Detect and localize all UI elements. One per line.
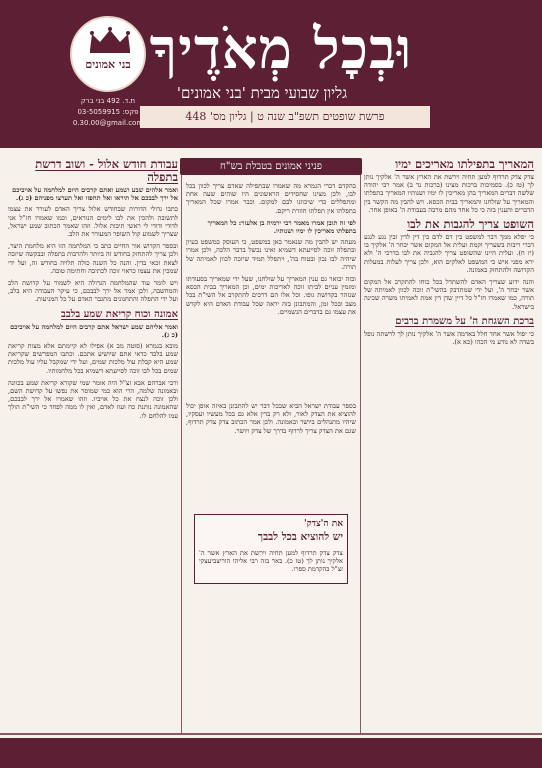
article-text: ובספר הקדוש אור החיים כתב כי המלחמה הזו היא מלחמת היצר, ולכן צריך להתחזק בחודש זה ביותר ולהרבות בתפלה ובבקשה שיזכה לצאת זכאי בדין. והנה כל השנה כולה תלויה בחודש זה, ועל ידי שמכין את עצמו כראוי זוכה לכתיבה וחתימה טובה. bbox=[8, 242, 178, 275]
contact-line: 0.30.00@gmail.com bbox=[72, 119, 144, 127]
article-quote: ואמר אליהם שמע ישראל אתם קרבים היום למלחמה על אויביכם (כ ג). bbox=[10, 322, 178, 339]
logo-text: בני אמונים bbox=[85, 58, 131, 71]
article-quote: לפי זה תובן אמרו מאמר רבי ירמיה בן אלעזר: כל המאריך בתפלתו מאריכין לו ימיו ושנותיו. bbox=[207, 218, 356, 236]
article-title: אמונה וכוח קריאת שמע בלבב bbox=[61, 308, 178, 320]
box-title: יש להוציא בכל לבבך bbox=[257, 531, 343, 543]
organization-logo bbox=[70, 16, 146, 92]
section-banner: פניני אמונים בטבלת בש"ח bbox=[180, 158, 362, 175]
article-title: עבודת חודש אלול - ושוב דרשת בתפלה bbox=[35, 158, 178, 184]
article-text: בספר עבודת ישראל הביא שבכל דבר יש להתבונן באיזה אופן יכול להוציא את הצדק לאור, ולא רק בדין אלא גם בכל מעשיו ועסקיו, שיהיו מתנהלים ביושר ובאמונה. ולכן אמר הכתוב צדק צדק תרדוף, שגם את הצדק צריך לרדוף בדרך של צדק ויושר. bbox=[186, 402, 356, 435]
article-text: כי יפלא ממך דבר למשפט בין דם לדם בין דין לדין ובין נגע לנגע דברי ריבות בשעריך וקמת ועלית אל המקום אשר יבחר ה' אלקיך בו (יז ח). ועלית היינו שהשופט צריך להגביה את לבו בדרכי ה' ולא ירא מפני איש כי המשפט לאלקים הוא, ולכן צריך לעלות במעלות הקדושה ולהתחזק באמונה. bbox=[364, 233, 534, 274]
right-column bbox=[364, 158, 534, 733]
contact-info bbox=[66, 96, 150, 129]
newsletter-title: וּבְכׇל מְאֹדֶיךָ bbox=[149, 16, 413, 82]
contact-line: 03-5059915 :פקס bbox=[77, 108, 139, 116]
article-text: כי יפול אשר אחד חלל באדמה אשר ה' אלקיך נותן לך לרשתה נופל בשדה לא נודע מי הכהו (כא א). bbox=[364, 329, 534, 347]
box-text: צדק צדק תרדוף למען תחיה וירשת את הארץ אשר ה' אלקיך נותן לך (טז כ). באר בזה רבי אליהו הוריצביעצקי זצ"ל בהקדמת ספרו. bbox=[199, 549, 343, 574]
box-spacer bbox=[186, 320, 356, 402]
column-divider bbox=[181, 158, 182, 733]
issue-info: פרשת שופטים תשפ"ב שנה ט | גליון מס' 448 bbox=[140, 106, 430, 128]
article-text: ורבי אברהם אבא זצ"ל היה אומר שמי שקורא קריאת שמע בכוונה ובאמונה שלמה, הרי הוא כמי שמוסר את נפשו על קדושת השם, ולכן זוכה לנצח את כל אויביו. וזהו שאמרו אל ירך לבבכם, שהאמונה נותנת כח ועוז לאדם, ואין לו ממה לפחד כי השי"ת הולך עמו להלחם לו. bbox=[8, 378, 178, 420]
crown-icon bbox=[86, 26, 134, 54]
footer-band bbox=[0, 738, 542, 768]
contact-line: ת.ד. 492 בני ברק bbox=[80, 97, 136, 105]
article-text: ובזה יבואר גם ענין המאריך על שולחנו, שעל ידי שמאריך בסעודתו ומזמין עניים לביתו זוכה לאריכות ימים, וכן המאריך בבית הכסא שנזהר בקדושת גופו. וכל אלו הם דרכים להתקרב אל השי"ת בכל מצב ובכל זמן, והמתבונן בזה יראה שכל עבודת האדם היא לקדש את עצמו גם בדברים הגשמיים. bbox=[186, 275, 356, 316]
box-title-small: את ה'צדק' bbox=[304, 519, 343, 529]
article-text: כתבו גדולי הדורות שבחודש אלול צריך האדם לעורר את עצמו לתשובה ולהכין את לבו לימים הנוראים, וכמו שאמרו חז"ל אני לדודי ודודי לי ראשי תיבות אלול. וזהו שאמר הכתוב שמע ישראל, שצריך לשמוע קול השופר המעורר את הלב. bbox=[8, 205, 178, 239]
article-title: השופט צריך להגבות את לבו bbox=[407, 217, 534, 232]
column-divider bbox=[360, 158, 361, 733]
article-text: בהקדם דברי הגמרא מה שאמרו שבתפילה שאדם צריך לכוון בכל לבו, ולכן מצינו שחסידים הראשונים היו שוהים שעה אחת ומתפללים כדי שיכוונו לבם למקום. וכבר אמרו שכל המאריך בתפלתו אין תפלתו חוזרת ריקם. bbox=[186, 182, 356, 215]
newsletter-subtitle: גליון שבועי מבית 'בני אמונים' bbox=[176, 84, 348, 102]
article-text: והנה ידוע שצריך האדם להשתדל בכל כוחו להתקרב אל המקום אשר יבחר ה', ועל ידי שמתדבק בהשי"ת זוכה לכוון לאמיתה של תורה, כמו שאמרו חז"ל כל דיין שדן דין אמת לאמיתו משרה שכינה בישראל. bbox=[364, 278, 534, 311]
middle-column bbox=[186, 182, 356, 733]
footer-rule bbox=[0, 733, 542, 735]
article-text: ויש לומר עוד שהמלחמה הגדולה היא לשמור על קדושת הלב והמחשבה, ולכן אמר אל ירך לבבכם, כי עיקר העבודה היא בלב, ועל ידי התפלה והתחנונים מתגבר האדם על כל המניעות. bbox=[8, 279, 178, 304]
masthead bbox=[0, 0, 542, 148]
highlight-box bbox=[194, 514, 348, 584]
article-quote: ואמר אלהים שבע ושמע ואתם קרבים היום למלחמה על אויביכם אל ירך לבבכם אל תיראו ואל תחפזו ואל תערצו מפניהם (כ ג). bbox=[12, 186, 178, 203]
article-text: מובא בגמרא (סוטה מב א) אפילו לא קיימתם אלא מצות קריאת שמע בלבד כדאי אתם שיושיע אתכם. וכתבו המפרשים שקריאת שמע היא קבלת עול מלכות שמים, ועל ידי שמקבל עליו עול מלכות שמים בכל לבו זוכה לסייעתא דשמיא בכל מלחמותיו. bbox=[8, 342, 178, 375]
article-title: ברכת השגחת ה' על משמרת ברבים bbox=[395, 315, 534, 327]
article-text: מעתה יש להבין מה שנאמר כאן במשפט, כי העוסק במשפט בעיון ובתפלה זוכה לסייעתא דשמיא ואינו נכשל בדבר הלכה, ולכן אמרו שיהיה לבו נכון ובטוח בה', ויתפלל תמיד שיזכה לכוון לאמיתה של תורה. bbox=[186, 238, 356, 271]
article-title: המאריך בתפילתו מאריכים ימיו bbox=[395, 158, 534, 171]
article-text: צדק צדק תרדוף למען תחיה וירשת את הארץ אשר ה' אלקיך נותן לך (טז כ). בסמיכות ברכות מצינו (ברכות נד ב) אמר רבי יהודה שלשה דברים המאריך בהן מאריכין לו ימיו ושנותיו המאריך בתפלתו והמאריך על שולחנו והמאריך בבית הכסא. ויש להבין מה הקשר בין הדברים והענין בזה כי כל אחד מהם מרבה בעבודת ה' באופן אחר. bbox=[364, 173, 534, 214]
left-column bbox=[8, 158, 178, 733]
